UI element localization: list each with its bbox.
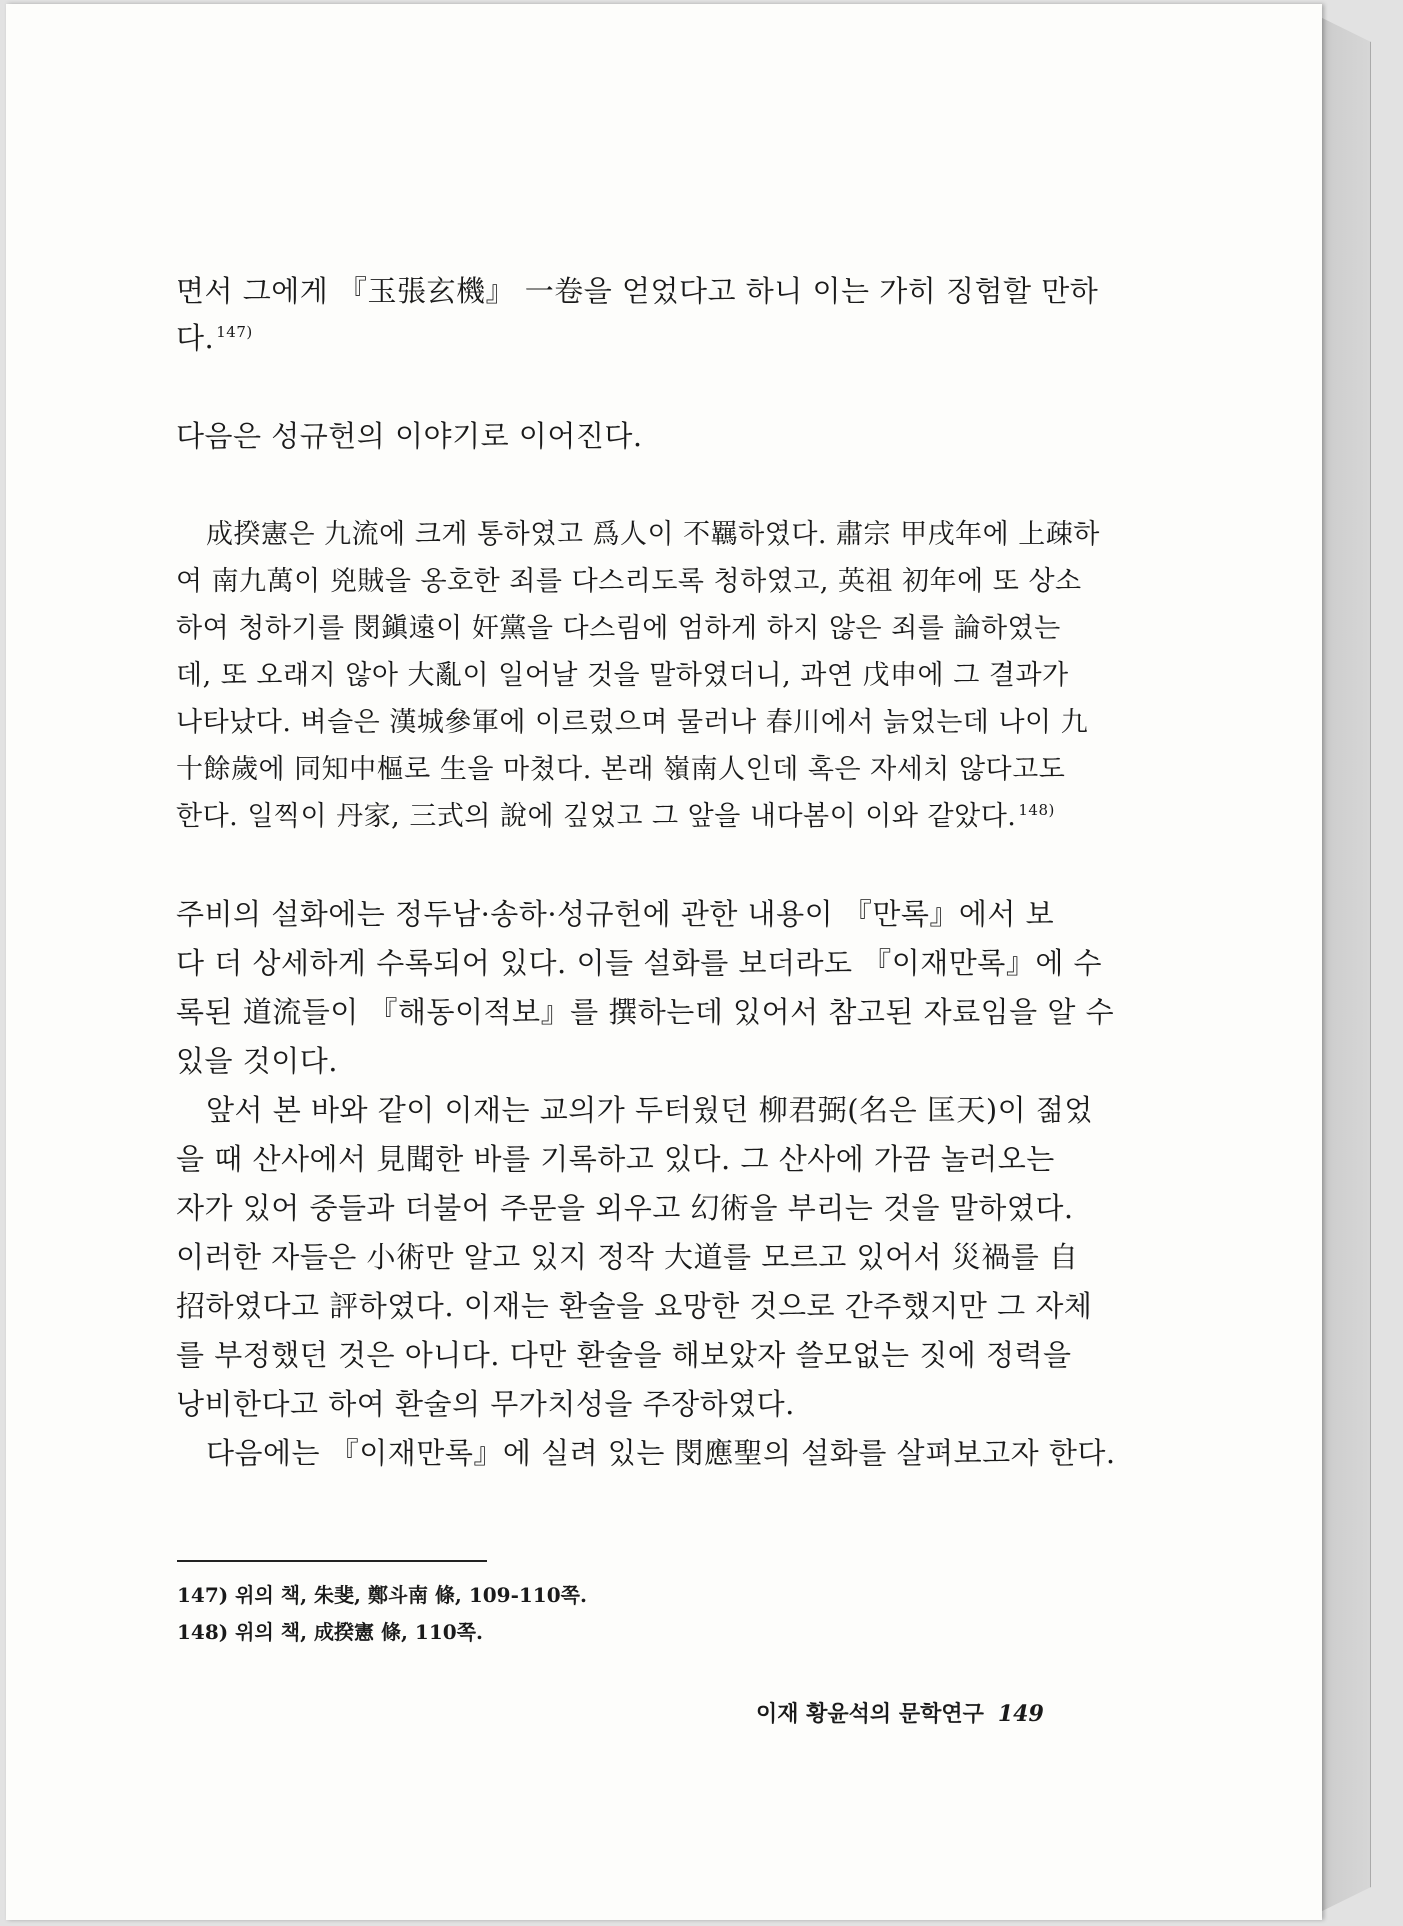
- intro-line-2: [176, 316, 253, 357]
- quote-line-5: 나타났다. 벼슬은 漢城參軍에 이르렀으며 물러나 春川에서 늙었는데 나이 九: [176, 707, 1089, 738]
- transition-sentence: 다음은 성규헌의 이야기로 이어진다.: [176, 419, 643, 453]
- body-line-10: 를 부정했던 것은 아니다. 다만 환술을 해보았자 쓸모없는 짓에 정력을: [176, 1338, 1072, 1372]
- page-number: 149: [997, 1701, 1044, 1727]
- intro-line-1: 면서 그에게 『玉張玄機』 一卷을 얻었다고 하니 이는 가히 징험할 만하: [176, 274, 1099, 308]
- quote-line-4: 데, 또 오래지 않아 大亂이 일어날 것을 말하였더니, 과연 戊申에 그 결과가: [176, 660, 1069, 691]
- body-line-6: 을 때 산사에서 見聞한 바를 기록하고 있다. 그 산사에 가끔 놀러오는: [176, 1142, 1055, 1176]
- book-page: [6, 4, 1322, 1920]
- footnote-rule: [177, 1560, 487, 1562]
- footnote-ref-148: 148): [1018, 801, 1055, 819]
- quote-line-7-text: 한다. 일찍이 丹家, 三式의 說에 깊었고 그 앞을 내다봄이 이와 같았다.: [176, 801, 1017, 832]
- quote-line-2: 여 南九萬이 兇賊을 옹호한 죄를 다스리도록 청하였고, 英祖 初年에 또 상소: [176, 566, 1082, 597]
- running-footer: [756, 1697, 1044, 1728]
- quote-line-7: [176, 794, 1055, 833]
- quote-line-1: 成揆憲은 九流에 크게 통하였고 爲人이 不羈하였다. 肅宗 甲戌年에 上疎하: [206, 519, 1100, 550]
- body-line-11: 낭비한다고 하여 환술의 무가치성을 주장하였다.: [176, 1387, 795, 1421]
- footnote-147: 147) 위의 책, 朱斐, 鄭斗南 條, 109-110쪽.: [177, 1583, 587, 1607]
- book-title: 이재 황윤석의 문학연구: [756, 1701, 984, 1727]
- body-line-3: 록된 道流들이 『해동이적보』를 撰하는데 있어서 참고된 자료임을 알 수: [176, 995, 1115, 1029]
- quote-line-6: 十餘歲에 同知中樞로 生을 마쳤다. 본래 嶺南人인데 혹은 자세치 않다고도: [176, 754, 1066, 785]
- quote-line-3: 하여 청하기를 閔鎭遠이 奸黨을 다스림에 엄하게 하지 않은 죄를 論하였는: [176, 613, 1061, 644]
- footnote-ref-147: 147): [216, 323, 253, 342]
- body-line-4: 있을 것이다.: [176, 1044, 339, 1078]
- body-line-9: 招하였다고 評하였다. 이재는 환술을 요망한 것으로 간주했지만 그 자체: [176, 1289, 1093, 1323]
- body-line-5: 앞서 본 바와 같이 이재는 교의가 두터웠던 柳君弼(名은 匡天)이 젊었: [206, 1093, 1093, 1127]
- body-line-7: 자가 있어 중들과 더불어 주문을 외우고 幻術을 부리는 것을 말하였다.: [176, 1191, 1074, 1225]
- intro-line-2-text: 다.: [176, 321, 215, 355]
- body-line-8: 이러한 자들은 小術만 알고 있지 정작 大道를 모르고 있어서 災禍를 自: [176, 1240, 1079, 1274]
- body-line-2: 다 더 상세하게 수록되어 있다. 이들 설화를 보더라도 『이재만록』에 수: [176, 946, 1103, 980]
- body-line-1: 주비의 설화에는 정두남·송하·성규헌에 관한 내용이 『만록』에서 보: [176, 897, 1055, 931]
- body-line-12: 다음에는 『이재만록』에 실려 있는 閔應聖의 설화를 살펴보고자 한다.: [206, 1436, 1116, 1470]
- footnote-148: 148) 위의 책, 成揆憲 條, 110쪽.: [177, 1620, 483, 1644]
